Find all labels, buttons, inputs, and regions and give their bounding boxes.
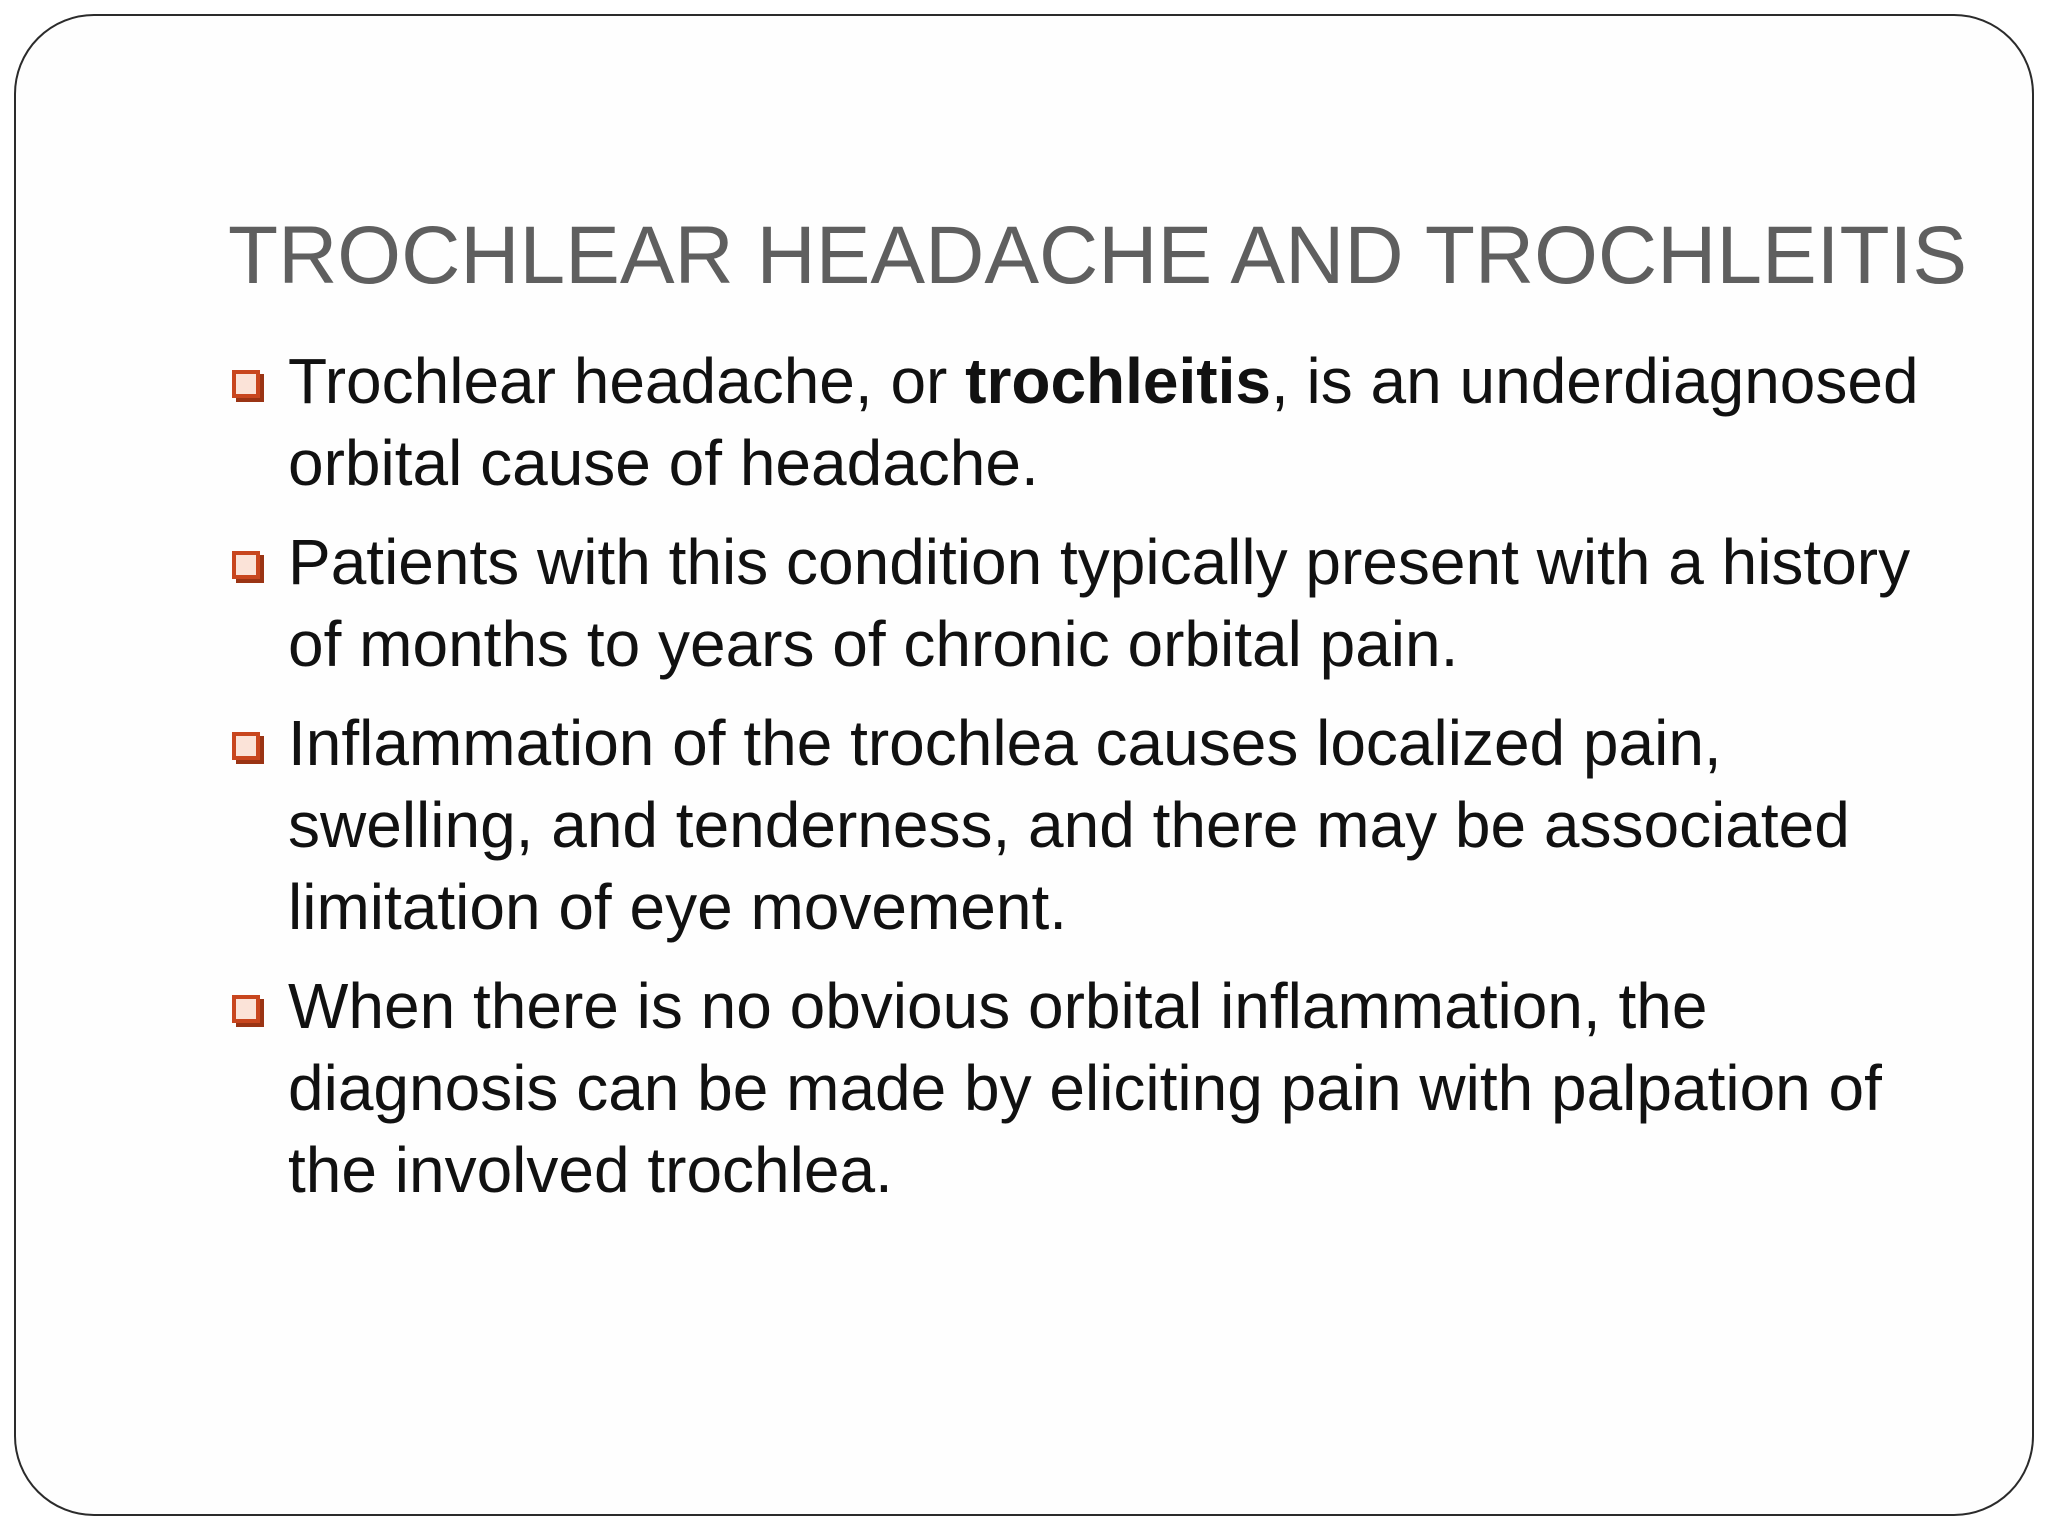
square-bullet-icon xyxy=(232,732,260,760)
bold-term: trochleitis xyxy=(965,345,1271,417)
square-bullet-icon xyxy=(232,370,260,398)
bullet-item xyxy=(232,521,1932,685)
bullet-item xyxy=(232,702,1932,948)
square-bullet-icon xyxy=(232,551,260,579)
bullet-item xyxy=(232,340,1932,504)
slide-title: TROCHLEAR HEADACHE AND TROCHLEITIS xyxy=(228,210,1968,301)
bullet-text: Patients with this condition typically present with a history of months to years of chronic orbital pain. xyxy=(288,526,1911,680)
square-bullet-icon xyxy=(232,995,260,1023)
bullet-list xyxy=(232,340,1932,1228)
bullet-text: Inflammation of the trochlea causes localized pain, swelling, and tenderness, and there may be associated limitation of eye movement. xyxy=(288,707,1850,943)
bullet-text: When there is no obvious orbital inflammation, the diagnosis can be made by eliciting pain with palpation of the involved trochlea. xyxy=(288,970,1882,1206)
bullet-item xyxy=(232,965,1932,1211)
bullet-text: Trochlear headache, or trochleitis, is an underdiagnosed orbital cause of headache. xyxy=(288,345,1919,499)
